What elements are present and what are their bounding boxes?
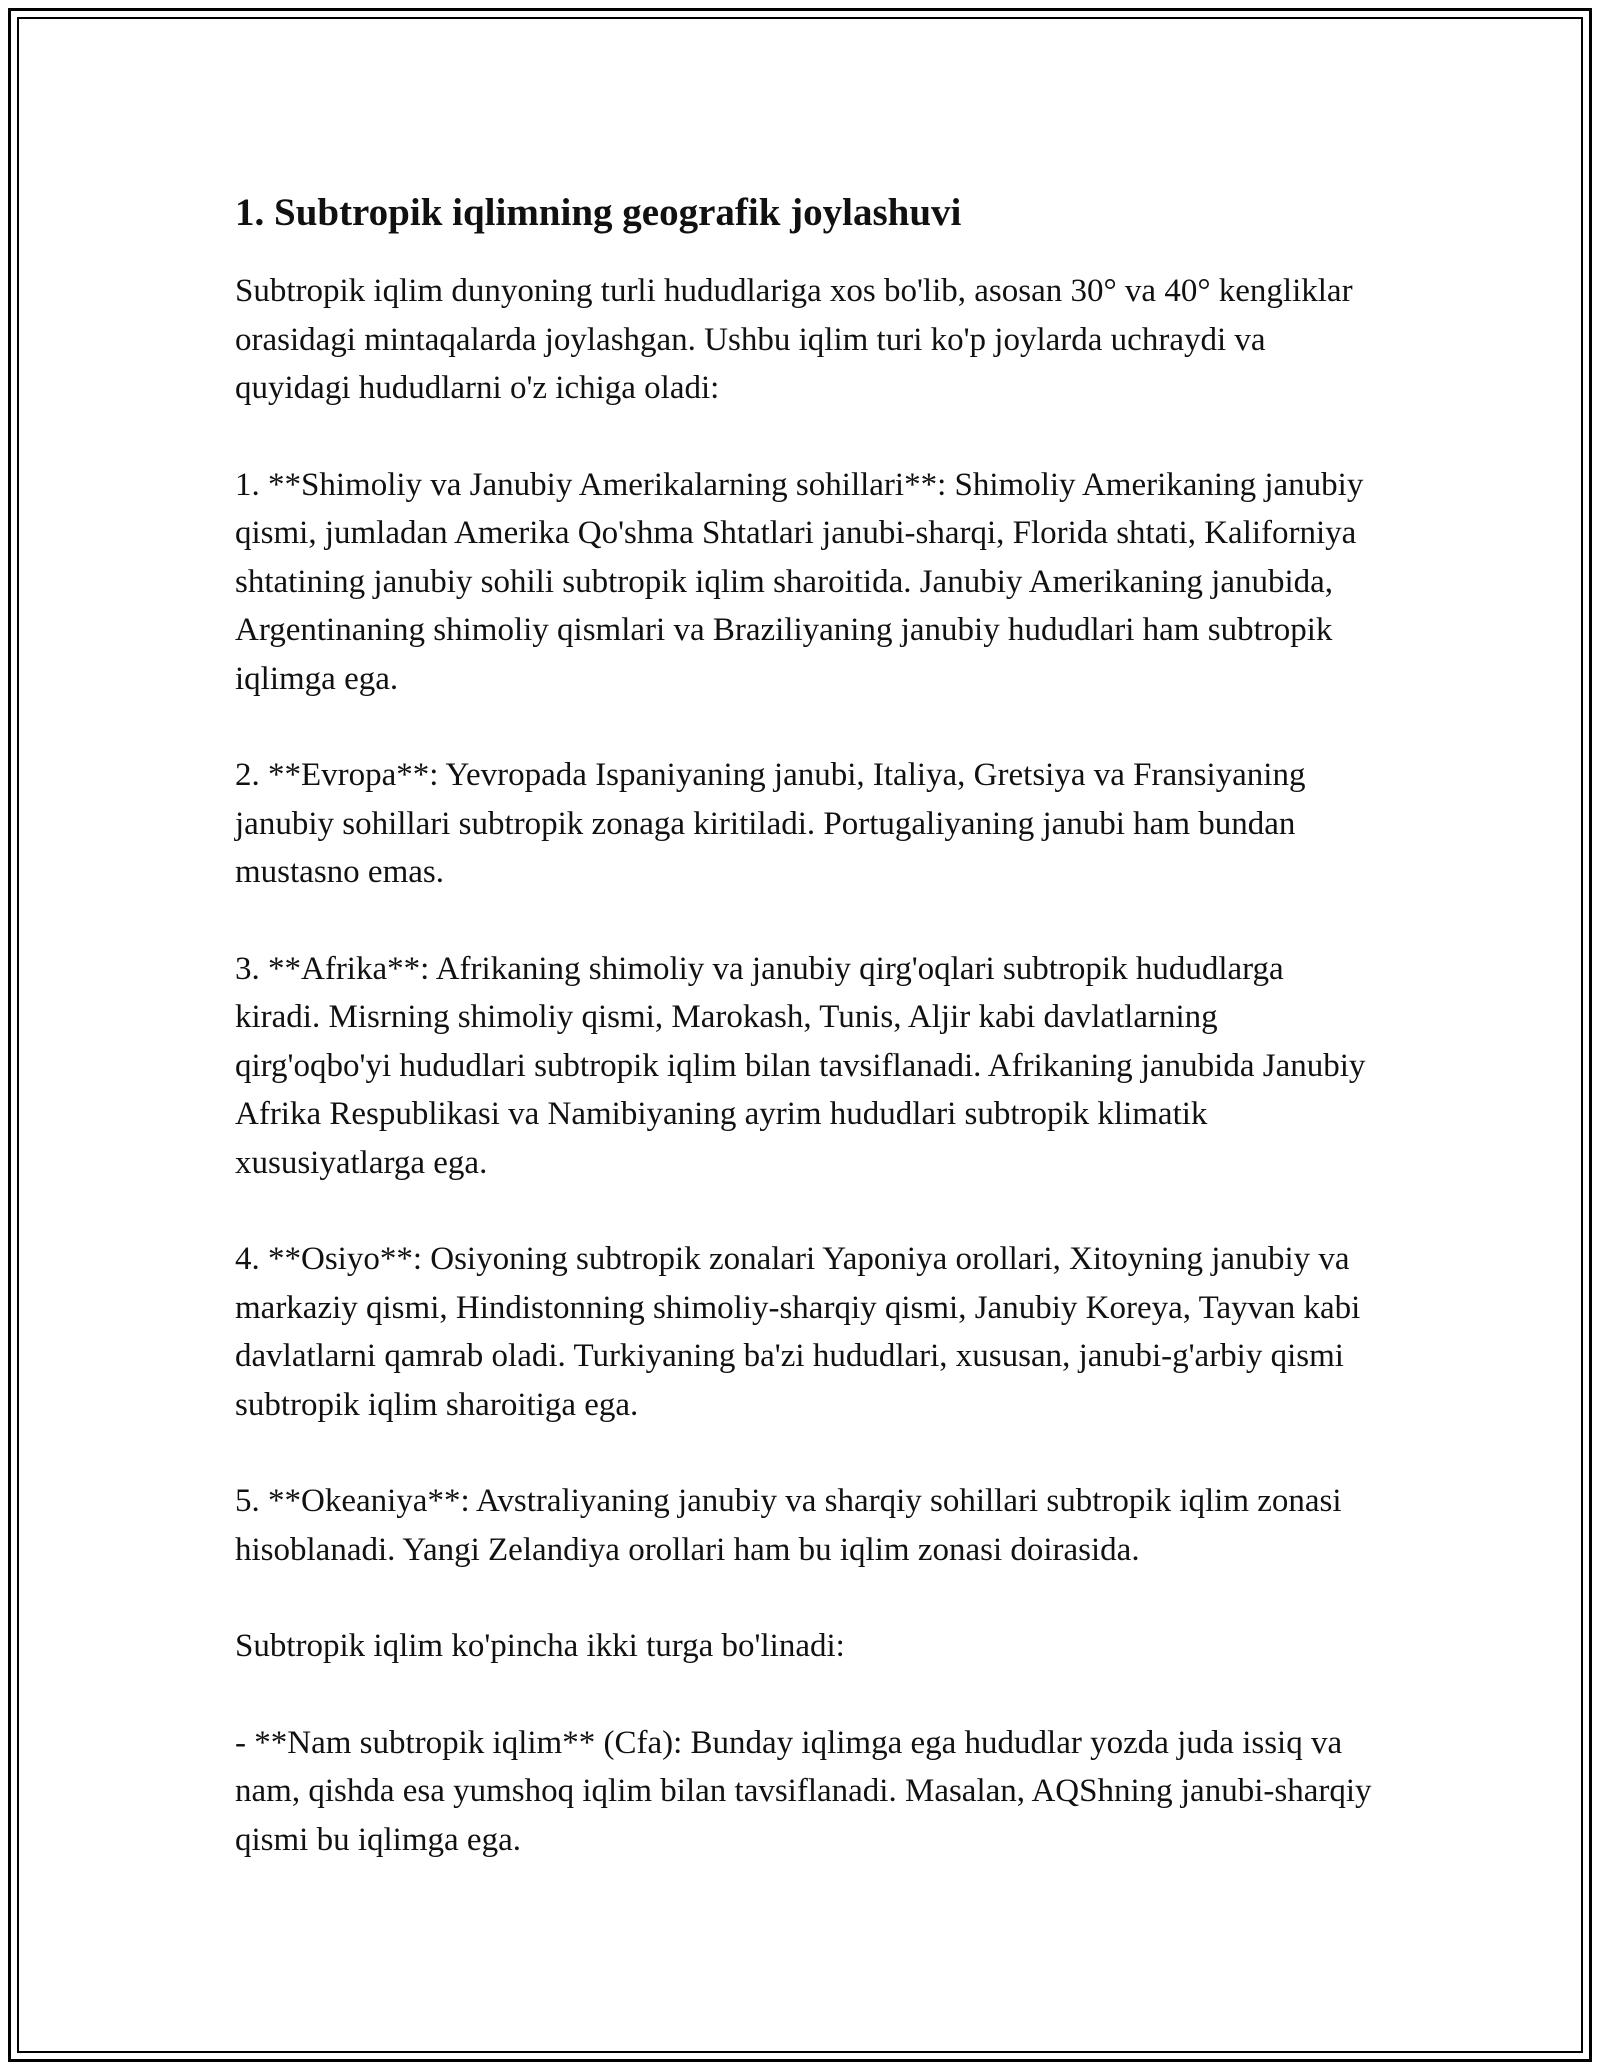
section-heading: 1. Subtropik iqlimning geografik joylashuvi [235,191,962,234]
list-item-europe: 2. **Evropa**: Yevropada Ispaniyaning janubi, Italiya, Gretsiya va Fransiyaning janubiy sohillari subtropik zonaga kiritiladi. Portugaliyaning janubi ham bundan mustasno emas. [235,757,1306,890]
types-intro-paragraph: Subtropik iqlim ko'pincha ikki turga bo'linadi: [235,1628,845,1664]
bullet-humid-subtropical: - **Nam subtropik iqlim** (Cfa): Bunday iqlimga ega hududlar yozda juda issiq va nam, qishda esa yumshoq iqlim bilan tavsiflanadi. Masalan, AQShning janubi-sharqiy qismi bu iqlimga ega. [235,1724,1372,1858]
list-item-oceania: 5. **Okeaniya**: Avstraliyaning janubiy va sharqiy sohillari subtropik iqlim zonasi hisoblanadi. Yangi Zelandiya orollari ham bu iqlim zonasi doirasida. [235,1483,1342,1568]
list-item-asia: 4. **Osiyo**: Osiyoning subtropik zonalari Yaponiya orollari, Xitoyning janubiy va markaziy qismi, Hindistonning shimoliy-sharqiy qismi, Janubiy Koreya, Tayvan kabi davlatlarni qamrab oladi. Turkiyaning ba'zi hududlari, xususan, janubi-g'arbiy qismi subtropik iqlim sharoitiga ega. [235,1241,1361,1423]
list-item-africa: 3. **Afrika**: Afrikaning shimoliy va janubiy qirg'oqlari subtropik hududlarga kiradi. Misrning shimoliy qismi, Marokash, Tunis, Aljir kabi davlatlarning qirg'oqbo'yi hududlari subtropik iqlim bilan tavsiflanadi. Afrikaning janubida Janubiy Afrika Respublikasi va Namibiyaning ayrim hududlari subtropik klimatik xususiyatlarga ega. [235,950,1366,1181]
list-item-americas: 1. **Shimoliy va Janubiy Amerikalarning sohillari**: Shimoliy Amerikaning janubiy qismi, jumladan Amerika Qo'shma Shtatlari janubi-sharqi, Florida shtati, Kaliforniya shtatining janubiy sohili subtropik iqlim sharoitida. Janubiy Amerikaning janubida, Argentinaning shimoliy qismlari va Braziliyaning janubiy hududlari ham subtropik iqlimga ega. [235,466,1364,697]
document-body [235,185,1375,1864]
intro-paragraph: Subtropik iqlim dunyoning turli hududlariga xos bo'lib, asosan 30° va 40° kengliklar orasidagi mintaqalarda joylashgan. Ushbu iqlim turi ko'p joylarda uchraydi va quyidagi hududlarni o'z ichiga oladi: [235,273,1353,406]
